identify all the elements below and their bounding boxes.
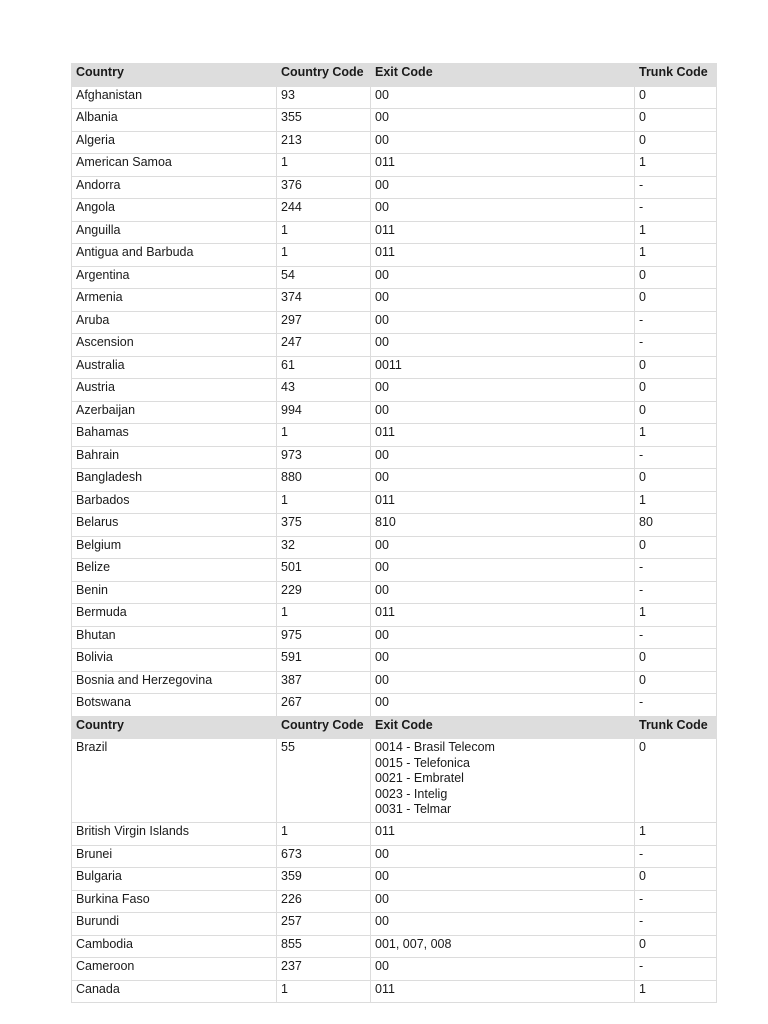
exit-code-cell: 011: [371, 491, 635, 514]
country-cell: Bahrain: [72, 446, 277, 469]
column-header-country-code: Country Code: [277, 716, 371, 739]
trunk-code-cell: 0: [635, 356, 717, 379]
column-header-country-code: Country Code: [277, 64, 371, 87]
table-row: [72, 221, 717, 244]
exit-code-line: 0015 - Telefonica: [375, 755, 470, 770]
exit-code-cell: 00: [371, 86, 635, 109]
exit-code-cell: 00: [371, 311, 635, 334]
country-code-cell: 55: [277, 739, 371, 823]
trunk-code-cell: 1: [635, 154, 717, 177]
country-code-cell: 229: [277, 581, 371, 604]
country-cell: Anguilla: [72, 221, 277, 244]
exit-code-cell: 00: [371, 469, 635, 492]
country-cell: Andorra: [72, 176, 277, 199]
country-cell: Bhutan: [72, 626, 277, 649]
table-row: [72, 671, 717, 694]
column-header-country: Country: [72, 64, 277, 87]
table-row: [72, 913, 717, 936]
country-code-cell: 375: [277, 514, 371, 537]
country-code-cell: 1: [277, 823, 371, 846]
country-cell: Antigua and Barbuda: [72, 244, 277, 267]
country-cell: Austria: [72, 379, 277, 402]
trunk-code-cell: -: [635, 334, 717, 357]
exit-code-line: 0021 - Embratel: [375, 771, 464, 785]
exit-code-cell: 011: [371, 221, 635, 244]
trunk-code-cell: -: [635, 581, 717, 604]
country-code-cell: 32: [277, 536, 371, 559]
column-header-trunk-code: Trunk Code: [635, 716, 717, 739]
country-cell: Aruba: [72, 311, 277, 334]
country-cell: Cambodia: [72, 935, 277, 958]
trunk-code-cell: 0: [635, 536, 717, 559]
trunk-code-cell: -: [635, 311, 717, 334]
trunk-code-cell: 0: [635, 868, 717, 891]
country-codes-table: [71, 63, 717, 1003]
country-codes-sheet: [71, 63, 716, 1003]
country-cell: Belize: [72, 559, 277, 582]
country-code-cell: 1: [277, 424, 371, 447]
exit-code-cell: 00: [371, 958, 635, 981]
table-row: [72, 491, 717, 514]
country-cell: Bosnia and Herzegovina: [72, 671, 277, 694]
exit-code-cell: 00: [371, 401, 635, 424]
table-row: [72, 581, 717, 604]
country-cell: Canada: [72, 980, 277, 1003]
exit-code-cell: 00: [371, 446, 635, 469]
trunk-code-cell: -: [635, 890, 717, 913]
table-row: [72, 86, 717, 109]
exit-code-cell: 011: [371, 244, 635, 267]
trunk-code-cell: -: [635, 913, 717, 936]
country-cell: Afghanistan: [72, 86, 277, 109]
country-code-cell: 973: [277, 446, 371, 469]
column-header-exit-code: Exit Code: [371, 716, 635, 739]
exit-code-cell: 001, 007, 008: [371, 935, 635, 958]
exit-code-cell: 00: [371, 536, 635, 559]
trunk-code-cell: -: [635, 446, 717, 469]
country-code-cell: 591: [277, 649, 371, 672]
trunk-code-cell: 1: [635, 980, 717, 1003]
country-code-cell: 673: [277, 845, 371, 868]
country-code-cell: 376: [277, 176, 371, 199]
country-cell: Benin: [72, 581, 277, 604]
table-row: [72, 289, 717, 312]
table-body: [72, 64, 717, 1003]
trunk-code-cell: 0: [635, 379, 717, 402]
exit-code-cell: 00: [371, 559, 635, 582]
country-code-cell: 267: [277, 694, 371, 717]
country-code-cell: 1: [277, 491, 371, 514]
country-cell: Bahamas: [72, 424, 277, 447]
trunk-code-cell: -: [635, 559, 717, 582]
table-row-brazil: [72, 739, 717, 823]
table-row: [72, 199, 717, 222]
exit-code-cell: 011: [371, 980, 635, 1003]
country-code-cell: 1: [277, 244, 371, 267]
trunk-code-cell: 1: [635, 244, 717, 267]
country-code-cell: 855: [277, 935, 371, 958]
exit-code-cell: 00: [371, 131, 635, 154]
trunk-code-cell: 0: [635, 671, 717, 694]
country-cell: Bolivia: [72, 649, 277, 672]
exit-code-cell: 00: [371, 671, 635, 694]
exit-code-cell: 00: [371, 199, 635, 222]
trunk-code-cell: 1: [635, 491, 717, 514]
trunk-code-cell: 0: [635, 401, 717, 424]
exit-code-cell: 00: [371, 379, 635, 402]
table-row: [72, 424, 717, 447]
table-header-row: [72, 716, 717, 739]
trunk-code-cell: 1: [635, 823, 717, 846]
trunk-code-cell: 0: [635, 739, 717, 823]
country-cell: Cameroon: [72, 958, 277, 981]
trunk-code-cell: 1: [635, 424, 717, 447]
table-row: [72, 868, 717, 891]
trunk-code-cell: 0: [635, 649, 717, 672]
country-code-cell: 257: [277, 913, 371, 936]
column-header-exit-code: Exit Code: [371, 64, 635, 87]
column-header-country: Country: [72, 716, 277, 739]
table-row: [72, 604, 717, 627]
exit-code-cell: [371, 739, 635, 823]
country-cell: Armenia: [72, 289, 277, 312]
trunk-code-cell: 1: [635, 604, 717, 627]
table-row: [72, 649, 717, 672]
country-code-cell: 975: [277, 626, 371, 649]
trunk-code-cell: -: [635, 694, 717, 717]
exit-code-line: 0023 - Intelig: [375, 786, 448, 801]
country-cell: Belarus: [72, 514, 277, 537]
country-code-cell: 237: [277, 958, 371, 981]
exit-code-cell: 00: [371, 845, 635, 868]
table-row: [72, 514, 717, 537]
table-row: [72, 334, 717, 357]
table-row: [72, 109, 717, 132]
table-row: [72, 823, 717, 846]
country-cell: British Virgin Islands: [72, 823, 277, 846]
country-cell: Barbados: [72, 491, 277, 514]
country-code-cell: 1: [277, 221, 371, 244]
exit-code-cell: 011: [371, 424, 635, 447]
table-row: [72, 446, 717, 469]
country-code-cell: 994: [277, 401, 371, 424]
exit-code-cell: 00: [371, 581, 635, 604]
country-cell: Bangladesh: [72, 469, 277, 492]
table-row: [72, 266, 717, 289]
country-code-cell: 1: [277, 604, 371, 627]
country-cell: Ascension: [72, 334, 277, 357]
country-code-cell: 297: [277, 311, 371, 334]
table-row: [72, 356, 717, 379]
table-row: [72, 694, 717, 717]
trunk-code-cell: 80: [635, 514, 717, 537]
trunk-code-cell: -: [635, 958, 717, 981]
exit-code-cell: 00: [371, 334, 635, 357]
table-row: [72, 469, 717, 492]
trunk-code-cell: 0: [635, 86, 717, 109]
country-code-cell: 93: [277, 86, 371, 109]
exit-code-line: 0014 - Brasil Telecom: [375, 740, 495, 754]
country-cell: Bulgaria: [72, 868, 277, 891]
country-cell: Algeria: [72, 131, 277, 154]
country-code-cell: 387: [277, 671, 371, 694]
country-code-cell: 501: [277, 559, 371, 582]
country-code-cell: 247: [277, 334, 371, 357]
country-cell: Australia: [72, 356, 277, 379]
table-row: [72, 131, 717, 154]
exit-code-cell: 00: [371, 868, 635, 891]
country-code-cell: 1: [277, 154, 371, 177]
country-cell: Angola: [72, 199, 277, 222]
exit-code-cell: 00: [371, 913, 635, 936]
country-code-cell: 374: [277, 289, 371, 312]
country-code-cell: 43: [277, 379, 371, 402]
table-row: [72, 154, 717, 177]
exit-code-cell: 00: [371, 890, 635, 913]
table-row: [72, 311, 717, 334]
exit-code-cell: 00: [371, 694, 635, 717]
trunk-code-cell: -: [635, 199, 717, 222]
trunk-code-cell: 0: [635, 289, 717, 312]
country-code-cell: 61: [277, 356, 371, 379]
country-cell: Albania: [72, 109, 277, 132]
table-header-row: [72, 64, 717, 87]
exit-code-cell: 011: [371, 154, 635, 177]
table-row: [72, 958, 717, 981]
country-cell: American Samoa: [72, 154, 277, 177]
country-code-cell: 213: [277, 131, 371, 154]
exit-code-cell: 011: [371, 604, 635, 627]
trunk-code-cell: 0: [635, 109, 717, 132]
country-cell: Belgium: [72, 536, 277, 559]
table-row: [72, 401, 717, 424]
table-row: [72, 935, 717, 958]
exit-code-cell: 00: [371, 176, 635, 199]
table-row: [72, 845, 717, 868]
exit-code-cell: 00: [371, 266, 635, 289]
table-row: [72, 626, 717, 649]
country-cell: Brazil: [72, 739, 277, 823]
exit-code-cell: 00: [371, 289, 635, 312]
country-cell: Brunei: [72, 845, 277, 868]
exit-code-cell: 00: [371, 626, 635, 649]
country-cell: Argentina: [72, 266, 277, 289]
trunk-code-cell: -: [635, 176, 717, 199]
table-row: [72, 980, 717, 1003]
country-code-cell: 244: [277, 199, 371, 222]
table-row: [72, 890, 717, 913]
country-code-cell: 359: [277, 868, 371, 891]
column-header-trunk-code: Trunk Code: [635, 64, 717, 87]
country-cell: Botswana: [72, 694, 277, 717]
exit-code-cell: 0011: [371, 356, 635, 379]
table-row: [72, 536, 717, 559]
country-code-cell: 54: [277, 266, 371, 289]
country-cell: Burundi: [72, 913, 277, 936]
exit-code-cell: 00: [371, 649, 635, 672]
country-cell: Bermuda: [72, 604, 277, 627]
exit-code-cell: 011: [371, 823, 635, 846]
country-cell: Azerbaijan: [72, 401, 277, 424]
table-row: [72, 559, 717, 582]
exit-code-cell: 00: [371, 109, 635, 132]
trunk-code-cell: 0: [635, 131, 717, 154]
trunk-code-cell: -: [635, 845, 717, 868]
country-code-cell: 880: [277, 469, 371, 492]
country-code-cell: 1: [277, 980, 371, 1003]
trunk-code-cell: 1: [635, 221, 717, 244]
trunk-code-cell: -: [635, 626, 717, 649]
country-code-cell: 226: [277, 890, 371, 913]
exit-code-line: 0031 - Telmar: [375, 802, 452, 816]
trunk-code-cell: 0: [635, 266, 717, 289]
country-code-cell: 355: [277, 109, 371, 132]
trunk-code-cell: 0: [635, 935, 717, 958]
trunk-code-cell: 0: [635, 469, 717, 492]
table-row: [72, 176, 717, 199]
table-row: [72, 379, 717, 402]
table-row: [72, 244, 717, 267]
country-cell: Burkina Faso: [72, 890, 277, 913]
exit-code-cell: 810: [371, 514, 635, 537]
